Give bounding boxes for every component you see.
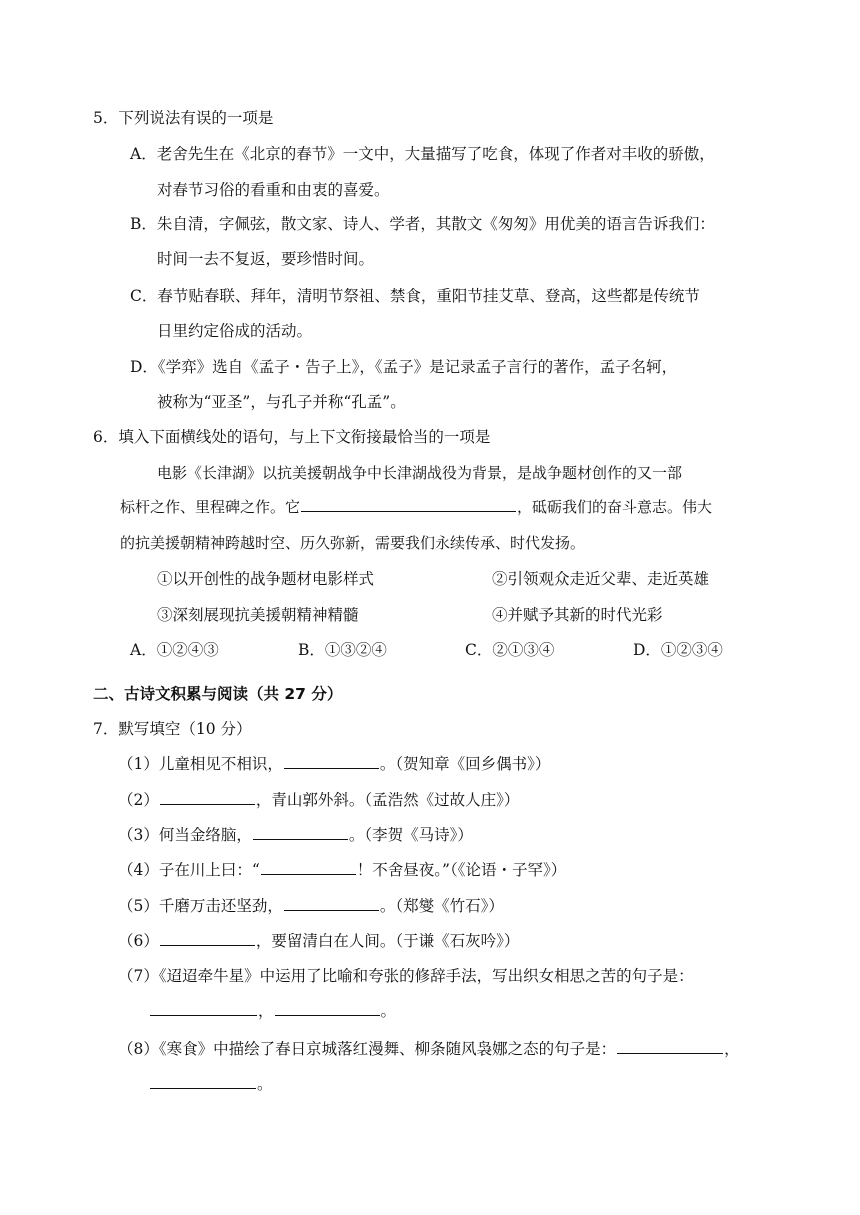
q7-item-7-blank-2[interactable] — [275, 1014, 380, 1016]
q7-item-3-prefix: （3）何当金络脑， — [118, 826, 252, 844]
q5-stem: 5．下列说法有误的一项是 — [93, 109, 274, 127]
q7-item-7-end: 。 — [380, 1002, 397, 1020]
q7-item-8-separator: ， — [724, 1040, 740, 1058]
q7-item-8-end: 。 — [257, 1075, 273, 1093]
q7-item-1-prefix: （1）儿童相见不相识， — [118, 755, 283, 773]
q6-option-1: ①以开创性的战争题材电影样式 — [157, 570, 375, 588]
q6-passage-line2 — [120, 496, 712, 517]
q7-item-7-separator: ， — [258, 1002, 274, 1020]
q5-option-d-line1: D．《学弈》选自《孟子・告子上》，《孟子》是记录孟子言行的著作，孟子名轲， — [130, 358, 678, 376]
q7-item-2-suffix: ，青山郭外斜。（孟浩然《过故人庄》） — [255, 791, 520, 809]
q7-item-4-suffix: ！不舍昼夜。”（《论语・子罕》） — [356, 861, 567, 879]
q6-choice-d: D．①②③④ — [633, 641, 723, 659]
q7-item-4 — [118, 858, 566, 880]
q5-option-a-line1: A．老舍先生在《北京的春节》一文中，大量描写了吃食，体现了作者对丰收的骄傲， — [130, 145, 715, 163]
q7-item-7-answer-line — [149, 999, 396, 1021]
q7-item-7-blank-1[interactable] — [150, 1014, 257, 1016]
q6-choice-c: C．②①③④ — [465, 641, 555, 659]
q5-option-c-line1: C．春节贴春联、拜年，清明节祭祖、禁食，重阳节挂艾草、登高，这些都是传统节 — [130, 287, 700, 305]
q6-choice-a: A．①②④③ — [130, 641, 219, 659]
q6-answer-blank[interactable] — [301, 510, 516, 512]
section-2-heading: 二、古诗文积累与阅读（共 27 分） — [93, 685, 343, 703]
q7-item-6 — [118, 929, 519, 951]
q7-item-2-blank[interactable] — [160, 803, 255, 805]
q7-item-2-prefix: （2） — [118, 791, 159, 809]
q7-item-5-prefix: （5）千磨万击还坚劲， — [118, 897, 283, 915]
q7-item-1-suffix: 。（贺知章《回乡偶书》） — [379, 755, 551, 773]
q7-item-6-prefix: （6） — [118, 932, 159, 950]
q7-item-1 — [118, 752, 550, 774]
q7-item-1-blank[interactable] — [284, 767, 379, 769]
q7-item-8-blank-2[interactable] — [150, 1087, 256, 1089]
q6-option-3: ③深刻展现抗美援朝精神精髓 — [157, 606, 359, 624]
q7-item-5 — [118, 894, 504, 916]
q7-item-3-blank[interactable] — [253, 838, 348, 840]
q7-item-2 — [118, 788, 519, 810]
q6-option-4: ④并赋予其新的时代光彩 — [492, 606, 663, 624]
q7-item-8-text: （8）《寒食》中描绘了春日京城落红漫舞、柳条随风袅娜之态的句子是： — [118, 1040, 617, 1058]
q7-item-8-blank-1[interactable] — [617, 1052, 723, 1054]
q5-option-c-line2: 日里约定俗成的活动。 — [157, 322, 313, 340]
q7-item-5-blank[interactable] — [284, 909, 379, 911]
q6-passage-text-after-blank: ，砥砺我们的奋斗意志。伟大 — [517, 498, 713, 516]
q5-option-a-line2: 对春节习俗的看重和由衷的喜爱。 — [157, 181, 390, 199]
q5-option-d-line2: 被称为“亚圣”，与孔子并称“孔孟”。 — [157, 393, 406, 411]
q7-stem: 7．默写填空（10 分） — [93, 720, 252, 738]
q7-item-3 — [118, 823, 473, 845]
q7-item-4-prefix: （4）子在川上曰：“ — [118, 861, 260, 879]
q6-stem: 6．填入下面横线处的语句，与上下文衔接最恰当的一项是 — [93, 428, 491, 446]
q7-item-3-suffix: 。（李贺《马诗》） — [348, 826, 473, 844]
q7-item-6-suffix: ，要留清白在人间。（于谦《石灰吟》） — [255, 932, 520, 950]
q6-passage-line3: 的抗美援朝精神跨越时空、历久弥新，需要我们永续传承、时代发扬。 — [120, 534, 586, 552]
q6-passage-line1: 电影《长津湖》以抗美援朝战争中长津湖战役为背景，是战争题材创作的又一部 — [157, 464, 683, 482]
q6-passage-text-before-blank: 标杆之作、里程碑之作。它 — [120, 498, 301, 516]
q7-item-4-blank[interactable] — [261, 873, 356, 875]
q7-item-5-suffix: 。（郑燮《竹石》） — [379, 897, 504, 915]
q5-option-b-line1: B．朱自清，字佩弦，散文家、诗人、学者，其散文《匆匆》用优美的语言告诉我们： — [130, 215, 715, 233]
q6-choice-b: B．①③②④ — [298, 641, 387, 659]
q7-item-8-answer-line — [149, 1072, 273, 1094]
q6-option-2: ②引领观众走近父辈、走近英雄 — [492, 570, 710, 588]
q7-item-6-blank[interactable] — [160, 944, 255, 946]
q7-item-8-stem — [118, 1037, 740, 1059]
q7-item-7-stem: （7）《迢迢牵牛星》中运用了比喻和夸张的修辞手法，写出织女相思之苦的句子是： — [118, 967, 694, 985]
q5-option-b-line2: 时间一去不复返，要珍惜时间。 — [157, 250, 375, 268]
